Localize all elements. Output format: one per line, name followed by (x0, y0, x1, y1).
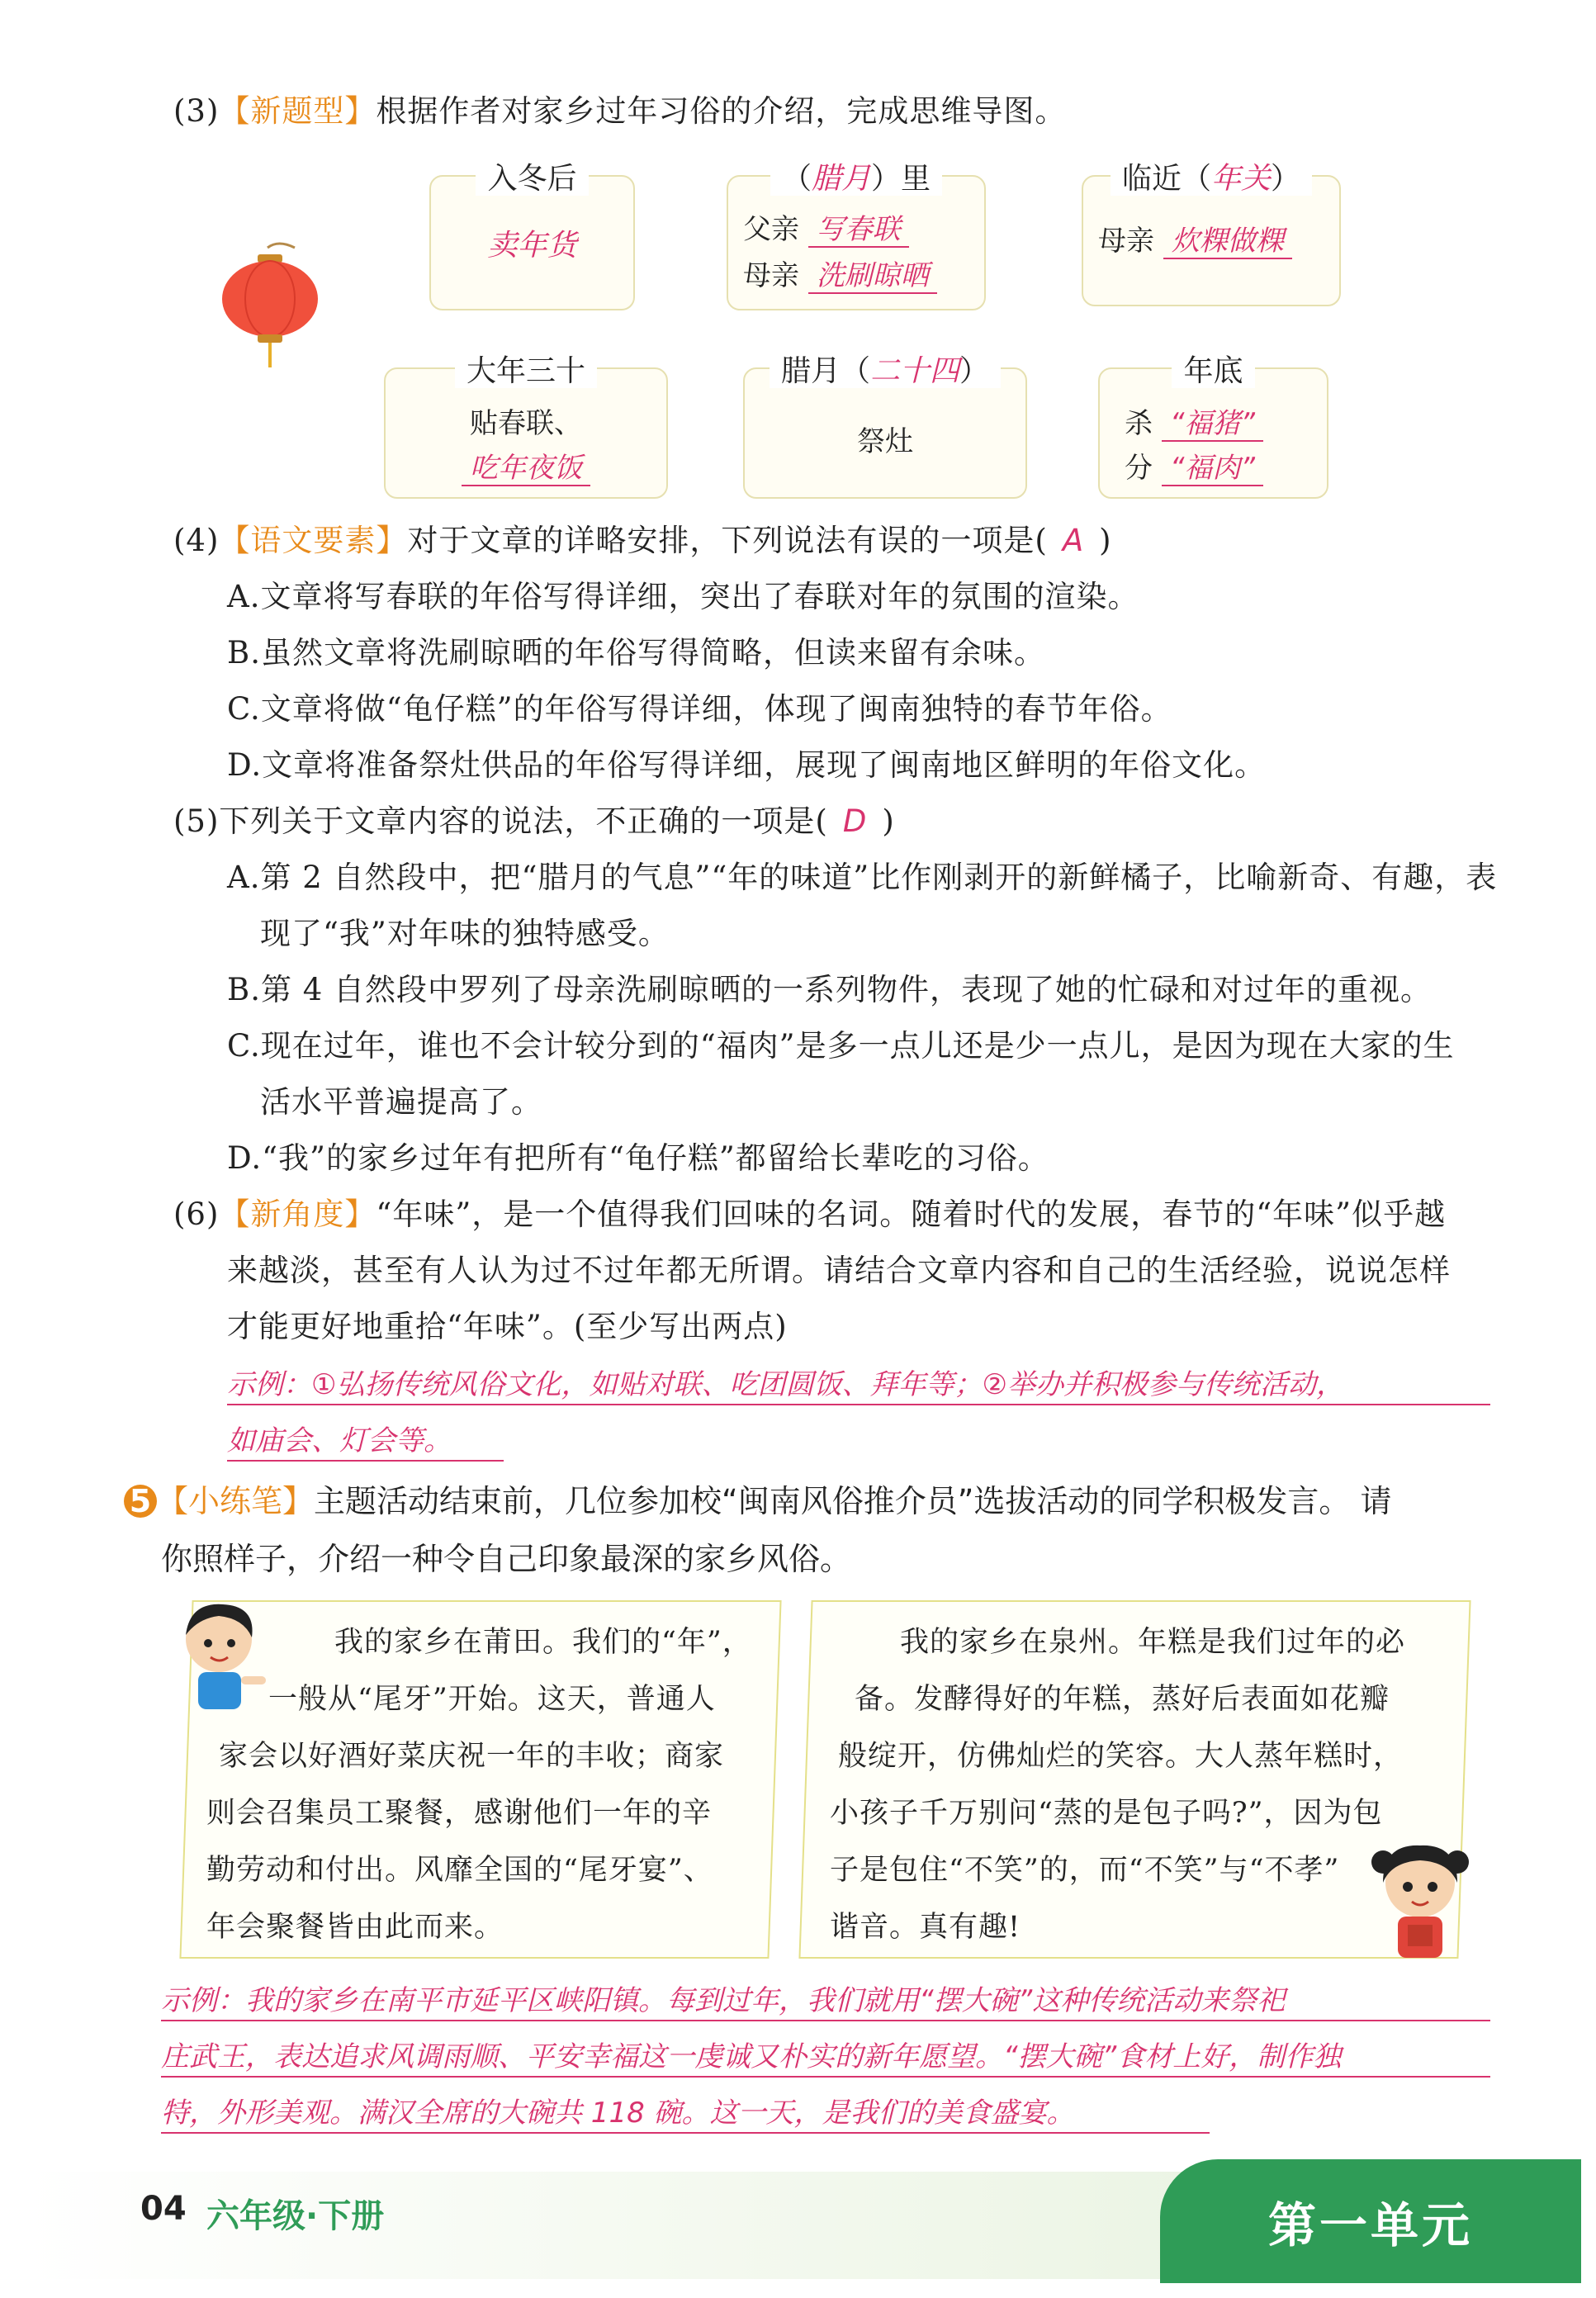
label-sha: 杀 (1125, 407, 1153, 440)
q3-heading (173, 92, 1066, 130)
box-title-close: ） (1271, 162, 1301, 196)
label-mother: 母亲 (743, 259, 799, 292)
q5-option-d: D.“我”的家乡过年有把所有“龟仔糕”都留给长辈吃的习俗。 (227, 1140, 1049, 1176)
q5-option-c-cont: 活水平普遍提高了。 (260, 1084, 542, 1120)
text-jizao: 祭灶 (857, 425, 913, 458)
answer-text: D (842, 803, 868, 839)
box-title-close: ） (959, 354, 990, 388)
unit-tab (1160, 2159, 1581, 2283)
q4-tag: 【语文要素】 (219, 523, 408, 558)
box-title-pre: 腊月（ (780, 354, 870, 388)
box-title: 大年三十 (455, 354, 597, 388)
q3-number: (3) (173, 93, 220, 129)
q4-option-c: C.文章将做“龟仔糕”的年俗写得详细，体现了闽南独特的春节年俗。 (227, 691, 1172, 727)
answer-text: 炊粿做粿 (1163, 225, 1292, 259)
q3-tag: 【新题型】 (219, 93, 377, 129)
q6-answer-line: 如庙会、灯会等。 (227, 1422, 504, 1462)
box-title: 年底 (1172, 354, 1254, 388)
card-right-line: 小孩子千万别问“蒸的是包子吗?”，因为包 (830, 1797, 1383, 1830)
q6-tag: 【新角度】 (219, 1196, 377, 1232)
card-right-line: 备。发酵得好的年糕，蒸好后表面如花瓣 (855, 1683, 1390, 1716)
answer-text: 吃年夜饭 (462, 452, 590, 486)
card-right-line: 谐音。真有趣! (830, 1911, 1021, 1944)
q5-close: ) (882, 803, 895, 839)
q6-line: 来越淡，甚至有人认为过不过年都无所谓。请结合文章内容和自己的生活经验，说说怎样 (227, 1253, 1451, 1288)
q6-answer-line: 示例：①弘扬传统风俗文化，如贴对联、吃团圆饭、拜年等；②举办并积极参与传统活动， (227, 1366, 1490, 1405)
mindmap-box-niandi (1098, 354, 1328, 499)
q7-answer-line: 庄武王，表达追求风调雨顺、平安幸福这一虔诚又朴实的新年愿望。“摆大碗”食材上好，制作独 (161, 2038, 1490, 2078)
card-left-line: 勤劳动和付出。风靡全国的“尾牙宴”、 (206, 1854, 713, 1887)
answer-text: 洗刷晾晒 (808, 259, 937, 294)
box-title-pre: 临近（ (1121, 162, 1211, 196)
answer-text: 腊月 (811, 162, 871, 196)
answer-text: 写春联 (808, 213, 909, 248)
boy-avatar-icon (173, 1598, 272, 1713)
q4-number: (4) (173, 523, 220, 558)
label-father: 父亲 (743, 213, 799, 246)
lantern-icon (216, 239, 324, 372)
card-left-line: 年会聚餐皆由此而来。 (206, 1911, 504, 1944)
q7-heading (124, 1481, 1391, 1521)
q7-number-badge: 5 (124, 1485, 157, 1518)
q4-option-b: B.虽然文章将洗刷晾晒的年俗写得简略，但读来留有余味。 (227, 635, 1045, 670)
q4-option-a: A.文章将写春联的年俗写得详细，突出了春联对年的氛围的渲染。 (227, 579, 1139, 614)
q4-option-d: D.文章将准备祭灶供品的年俗写得详细，展现了闽南地区鲜明的年俗文化。 (227, 747, 1267, 783)
box-title: 入冬后 (476, 162, 588, 196)
text-tiechunlian: 贴春联、 (470, 407, 582, 440)
q4-text: 对于文章的详略安排，下列说法有误的一项是( (407, 523, 1048, 558)
box-title-open: （ (781, 162, 812, 196)
q5-heading (173, 803, 895, 841)
card-right-line: 子是包住“不笑”的，而“不笑”与“不孝” (830, 1854, 1340, 1887)
answer-text: “福猪” (1162, 407, 1263, 442)
q5-option-a: A.第 2 自然段中，把“腊月的气息”“年的味道”比作刚剥开的新鲜橘子，比喻新奇、有趣，表 (227, 860, 1498, 895)
answer-text: 年关 (1210, 162, 1271, 196)
card-left-line: 则会召集员工聚餐，感谢他们一年的辛 (206, 1797, 713, 1830)
q7-answer-line: 特，外形美观。满汉全席的大碗共 118 碗。这一天，是我们的美食盛宴。 (161, 2094, 1210, 2134)
card-left-line: 一般从“尾牙”开始。这天，普通人 (268, 1683, 716, 1716)
answer-text: A (1062, 523, 1085, 558)
q5-option-b: B.第 4 自然段中罗列了母亲洗刷晾晒的一系列物件，表现了她的忙碌和对过年的重视。 (227, 972, 1433, 1007)
box-title-close: ）里 (871, 162, 931, 196)
q7-answer-line: 示例：我的家乡在南平市延平区峡阳镇。每到过年，我们就用“摆大碗”这种传统活动来祭祀 (161, 1982, 1490, 2021)
girl-avatar-icon (1366, 1837, 1474, 1961)
mindmap-box-chuxi (384, 354, 668, 499)
q5-number: (5) (173, 803, 220, 839)
label-fen: 分 (1125, 452, 1153, 485)
q6-number: (6) (173, 1196, 220, 1232)
q7-line: 你照样子，介绍一种令自己印象最深的家乡风俗。 (161, 1541, 852, 1577)
q6-line: 才能更好地重拾“年味”。(至少写出两点) (227, 1309, 788, 1344)
q6-heading (173, 1196, 1446, 1234)
answer-text: 卖年货 (487, 229, 577, 263)
card-left-line: 家会以好酒好菜庆祝一年的丰收；商家 (219, 1740, 725, 1773)
q4-heading (173, 522, 1112, 560)
q5-option-c: C.现在过年，谁也不会计较分到的“福肉”是多一点儿还是少一点儿，是因为现在大家的生 (227, 1028, 1455, 1064)
page-number: 04 (140, 2190, 187, 2228)
answer-text: 二十四 (869, 354, 959, 388)
card-left-line: 我的家乡在莆田。我们的“年”， (334, 1626, 752, 1659)
mindmap-box-layue (727, 162, 986, 310)
answer-text: “福肉” (1162, 452, 1263, 486)
q3-text: 根据作者对家乡过年习俗的介绍，完成思维导图。 (376, 93, 1067, 129)
card-right-line: 般绽开，仿佛灿烂的笑容。大人蒸年糕时， (838, 1740, 1404, 1773)
label-mother: 母亲 (1098, 225, 1154, 258)
mindmap-box-winter (429, 162, 635, 310)
q5-text: 下列关于文章内容的说法，不正确的一项是( (219, 803, 828, 839)
q6-line: “年味”，是一个值得我们回味的名词。随着时代的发展，春节的“年味”似乎越 (376, 1196, 1447, 1232)
q5-option-a-cont: 现了“我”对年味的独特感受。 (260, 916, 670, 951)
unit-label: 第一单元 (1267, 2197, 1473, 2253)
card-right-line: 我的家乡在泉州。年糕是我们过年的必 (900, 1626, 1406, 1659)
q7-line: 主题活动结束前，几位参加校“闽南风俗推介员”选拔活动的同学积极发言。 请 (314, 1483, 1392, 1519)
mindmap-box-layue24 (743, 354, 1027, 499)
grade-label: 六年级·下册 (206, 2197, 385, 2235)
q4-close: ) (1099, 523, 1112, 558)
mindmap-box-nianguan (1082, 162, 1341, 306)
q7-tag: 【小练笔】 (157, 1483, 315, 1519)
